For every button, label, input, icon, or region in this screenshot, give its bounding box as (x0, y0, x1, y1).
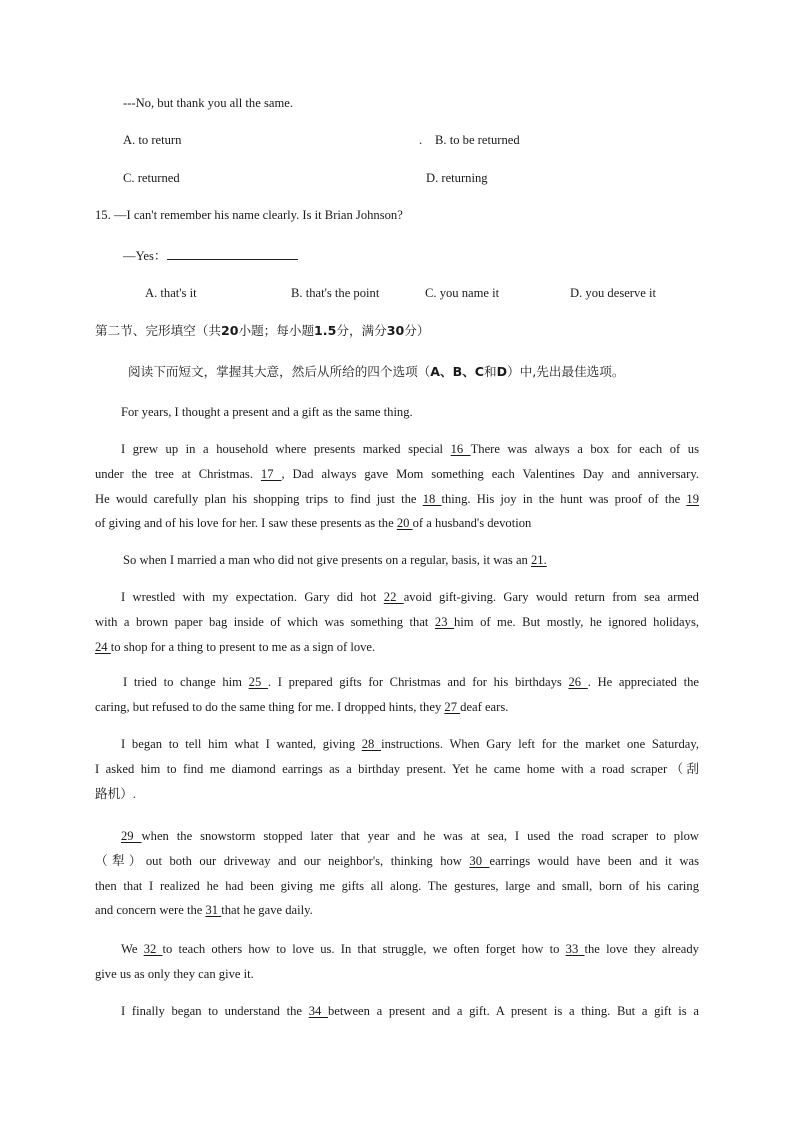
heading-text: 小题；每小题 (238, 323, 315, 338)
paragraph-line (95, 511, 699, 536)
text-run: 路机）. (95, 786, 136, 801)
paragraph-line (95, 782, 699, 807)
text-run: of giving and of his love for her. I saw these presents as the (95, 516, 397, 531)
text-run: earrings would have been and it was (489, 853, 699, 868)
paragraph-line (95, 437, 699, 462)
text-run: then that I realized he had been giving me gifts all along. The gestures, large and small, born of his caring (95, 878, 699, 893)
blank-33: 33 (565, 942, 585, 956)
instruction-letter-d: D (496, 364, 508, 379)
text-run: under the tree at Christmas. (95, 466, 261, 481)
paragraph-line (95, 962, 699, 987)
q15-answer-blank (167, 246, 298, 260)
instruction-text: ）中,先出最佳选项。 (507, 364, 625, 379)
paragraph-line (95, 670, 699, 695)
paragraph-line (95, 610, 699, 635)
text-run: him of me. But mostly, he ignored holidays, (454, 614, 699, 629)
text-run: . He appreciated the (587, 675, 700, 689)
paragraph-line (95, 585, 699, 610)
text-run: when the snowstorm stopped later that year and he was at sea, I used the road scraper to plow (141, 829, 699, 843)
passage-paragraph-3 (123, 552, 547, 568)
text-run: I asked him to find me diamond earrings as a birthday present. Yet he came home with a road scraper（刮 (95, 761, 699, 776)
text-run: , Dad always gave Mom something each Valentines Day and anniversary. (281, 466, 699, 481)
q14-option-b: B. to be returned (435, 133, 520, 147)
paragraph-line (95, 999, 699, 1024)
text-run: avoid gift-giving. Gary would return from sea armed (403, 590, 699, 604)
paragraph-line (95, 695, 699, 720)
blank-20: 20 (396, 516, 413, 531)
blank-29: 29 (121, 829, 142, 843)
passage-paragraph-5 (95, 670, 699, 720)
blank-24: 24 (95, 639, 111, 654)
text-run: of a husband's devotion (412, 516, 532, 531)
q14-option-a: A. to return (123, 133, 182, 147)
blank-28: 28 (361, 737, 382, 751)
q15-option-c: C. you name it (425, 286, 500, 300)
passage-paragraph-7 (95, 824, 699, 923)
heading-total: 30 (386, 323, 405, 338)
q15-option-b: B. that's the point (291, 286, 380, 300)
text-run: . I prepared gifts for Christmas and for his birthdays (267, 675, 569, 689)
text-run: and concern were the (95, 903, 206, 918)
paragraph-line (95, 849, 699, 874)
text-run: （犁）out both our driveway and our neighbor's, thinking how (95, 853, 470, 868)
text-run: We (121, 942, 144, 956)
text-run: instructions. When Gary left for the market one Saturday, (381, 737, 699, 751)
paragraph-line (95, 732, 699, 757)
q14-option-d: D. returning (426, 171, 488, 185)
blank-34: 34 (308, 1004, 328, 1018)
text-run: deaf ears. (460, 699, 509, 714)
q15-question: 15. —I can't remember his name clearly. Is it Brian Johnson? (95, 208, 403, 222)
q15-option-a: A. that's it (145, 286, 197, 300)
blank-30: 30 (469, 853, 490, 868)
q15-option-d: D. you deserve it (570, 286, 657, 300)
text-run: between a present and a gift. A present is a thing. But a gift is a (327, 1004, 699, 1018)
q15-reply-text: —Yes： (123, 249, 167, 263)
paragraph-line (95, 937, 699, 962)
instruction-text: 和 (484, 364, 497, 379)
paragraph-line (95, 635, 699, 660)
text-run: caring, but refused to do the same thing for me. I dropped hints, they (95, 699, 445, 714)
text-run: I grew up in a household where presents marked special (121, 442, 451, 456)
q14-stray-dot: . (419, 133, 423, 147)
passage-paragraph-9 (95, 999, 699, 1024)
text-run: thing. His joy in the hunt was proof of the (441, 491, 687, 506)
blank-17: 17 (260, 466, 282, 481)
heading-text: 第二节、完形填空（共 (95, 323, 221, 338)
q14-reply: ---No, but thank you all the same. (123, 96, 293, 110)
text-run: that he gave daily. (221, 903, 313, 918)
text-run: with a brown paper bag inside of which was something that (95, 614, 435, 629)
text-run: I began to tell him what I wanted, giving (121, 737, 362, 751)
blank-22: 22 (383, 590, 404, 604)
passage-paragraph-2 (95, 437, 699, 536)
text-run: So when I married a man who did not give presents on a regular, basis, it was an (123, 553, 531, 567)
passage-paragraph-8 (95, 937, 699, 987)
section-instruction (128, 364, 624, 380)
paragraph-line (95, 874, 699, 899)
text-run: to shop for a thing to present to me as a sign of love. (110, 639, 376, 654)
blank-19: 19 (686, 491, 699, 506)
instruction-text: 阅读下而短文，掌握其大意，然后从所给的四个选项（ (128, 364, 431, 379)
q14-option-c: C. returned (123, 171, 180, 185)
paragraph-line (95, 824, 699, 849)
section-heading (95, 323, 429, 339)
blank-26: 26 (568, 675, 588, 689)
instruction-letters: A、B、C (430, 364, 485, 379)
passage-paragraph-4 (95, 585, 699, 659)
blank-25: 25 (248, 675, 268, 689)
text-run: There was always a box for each of us (470, 442, 700, 456)
text-run: to teach others how to love us. In that struggle, we often forget how to (162, 942, 566, 956)
text-run: He would carefully plan his shopping trips to find just the (95, 491, 423, 506)
paragraph-line (95, 462, 699, 487)
text-run: give us as only they can give it. (95, 966, 254, 981)
paragraph-line (95, 487, 699, 512)
heading-text: 分） (404, 323, 430, 338)
text-run: I finally began to understand the (121, 1004, 309, 1018)
heading-count: 20 (220, 323, 239, 338)
text-run: I tried to change him (123, 675, 249, 689)
blank-32: 32 (143, 942, 163, 956)
paragraph-line (95, 898, 699, 923)
heading-points-each: 1.5 (314, 323, 337, 338)
blank-21: 21. (531, 553, 547, 567)
blank-27: 27 (444, 699, 461, 714)
blank-31: 31 (205, 903, 222, 918)
paragraph-line (95, 757, 699, 782)
blank-18: 18 (422, 491, 442, 506)
text-run: I wrestled with my expectation. Gary did hot (121, 590, 384, 604)
q15-reply (123, 246, 298, 264)
heading-text: 分，满分 (336, 323, 387, 338)
passage-paragraph-6 (95, 732, 699, 806)
text-run: the love they already (584, 942, 699, 956)
passage-paragraph-1: For years, I thought a present and a gift as the same thing. (121, 405, 413, 419)
blank-23: 23 (434, 614, 454, 629)
blank-16: 16 (450, 442, 471, 456)
